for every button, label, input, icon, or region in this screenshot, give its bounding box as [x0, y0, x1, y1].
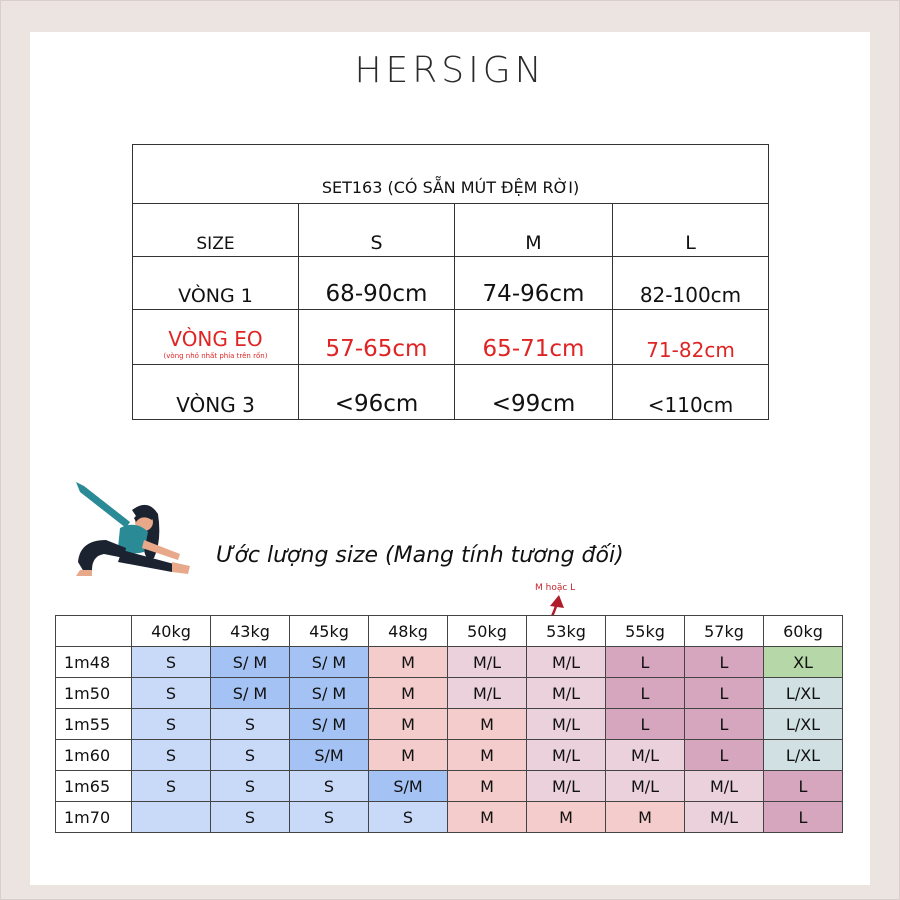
- yoga-figure-illustration: [70, 470, 200, 580]
- vong3-m: <99cm: [455, 365, 613, 420]
- size-table: [132, 144, 769, 420]
- size-cell: M/L: [527, 771, 606, 802]
- brand-logo: HERSIGN: [354, 50, 546, 91]
- height-label: 1m60: [56, 740, 132, 771]
- weight-header: 55kg: [606, 616, 685, 647]
- height-label: 1m70: [56, 802, 132, 833]
- size-cell: S: [369, 802, 448, 833]
- height-label: 1m48: [56, 647, 132, 678]
- size-cell: S: [132, 678, 211, 709]
- vongeo-label: VÒNG EO: [168, 327, 263, 351]
- estimate-title: Ước lượng size (Mang tính tương đối): [216, 543, 624, 568]
- table-row: [56, 771, 843, 802]
- vongeo-l: 71-82cm: [613, 310, 769, 365]
- vong3-l: <110cm: [613, 365, 769, 420]
- size-cell: S: [211, 740, 290, 771]
- size-cell: L/XL: [764, 740, 843, 771]
- weight-header: 40kg: [132, 616, 211, 647]
- size-cell: S/M: [369, 771, 448, 802]
- weight-header: 45kg: [290, 616, 369, 647]
- size-cell: L: [764, 802, 843, 833]
- size-cell: S/ M: [290, 678, 369, 709]
- size-cell: L: [606, 709, 685, 740]
- header-m: M: [455, 204, 613, 257]
- size-estimate-table: [55, 615, 843, 833]
- size-cell: XL: [764, 647, 843, 678]
- vongeo-s: 57-65cm: [299, 310, 455, 365]
- size-cell: M/L: [448, 647, 527, 678]
- size-cell: L: [606, 678, 685, 709]
- size-cell: M: [369, 709, 448, 740]
- size-cell: L: [685, 709, 764, 740]
- size-cell: M/L: [527, 647, 606, 678]
- table-row: [56, 678, 843, 709]
- weight-header: 43kg: [211, 616, 290, 647]
- size-cell: S/ M: [290, 647, 369, 678]
- size-cell: M: [448, 740, 527, 771]
- size-cell: M: [369, 678, 448, 709]
- size-cell: L: [764, 771, 843, 802]
- vong1-l: 82-100cm: [613, 257, 769, 310]
- size-cell: S: [211, 709, 290, 740]
- size-table-title: SET163 (CÓ SẴN MÚT ĐỆM RỜI): [133, 145, 769, 204]
- header-size: SIZE: [133, 204, 299, 257]
- size-cell: M/L: [685, 802, 764, 833]
- size-cell: S: [290, 802, 369, 833]
- weight-header: 53kg: [527, 616, 606, 647]
- size-cell: M/L: [606, 771, 685, 802]
- corner-cell: [56, 616, 132, 647]
- size-cell: M: [448, 802, 527, 833]
- size-cell: S: [132, 771, 211, 802]
- size-cell: M/L: [685, 771, 764, 802]
- vong1-m: 74-96cm: [455, 257, 613, 310]
- table-row: [56, 802, 843, 833]
- size-cell: M/L: [606, 740, 685, 771]
- header-s: S: [299, 204, 455, 257]
- size-cell: S/ M: [211, 647, 290, 678]
- weight-header: 57kg: [685, 616, 764, 647]
- row-label-vongeo: [133, 310, 299, 365]
- weight-header: 50kg: [448, 616, 527, 647]
- weight-header: 60kg: [764, 616, 843, 647]
- size-cell: S/M: [290, 740, 369, 771]
- size-cell: S: [132, 709, 211, 740]
- header-l: L: [613, 204, 769, 257]
- size-cell: S/ M: [290, 709, 369, 740]
- size-cell: S: [290, 771, 369, 802]
- size-cell: L: [685, 740, 764, 771]
- vong1-s: 68-90cm: [299, 257, 455, 310]
- vongeo-note: (vòng nhỏ nhất phía trên rốn): [163, 352, 268, 360]
- size-cell: L: [685, 647, 764, 678]
- table-row: [56, 709, 843, 740]
- size-cell: L/XL: [764, 709, 843, 740]
- row-label-vong3: VÒNG 3: [133, 365, 299, 420]
- size-cell: M/L: [527, 740, 606, 771]
- weight-header: 48kg: [369, 616, 448, 647]
- size-cell: M: [527, 802, 606, 833]
- size-cell: M/L: [527, 709, 606, 740]
- vong3-s: <96cm: [299, 365, 455, 420]
- size-cell: M/L: [527, 678, 606, 709]
- annotation-m-or-l: M hoặc L: [535, 583, 576, 593]
- size-cell: S: [211, 771, 290, 802]
- size-cell: S: [132, 740, 211, 771]
- size-cell: S/ M: [211, 678, 290, 709]
- row-label-vong1: VÒNG 1: [133, 257, 299, 310]
- size-cell: M: [606, 802, 685, 833]
- size-cell: L: [685, 678, 764, 709]
- height-label: 1m65: [56, 771, 132, 802]
- height-label: 1m50: [56, 678, 132, 709]
- size-cell: [132, 802, 211, 833]
- size-cell: M: [448, 709, 527, 740]
- size-cell: L/XL: [764, 678, 843, 709]
- size-cell: M: [448, 771, 527, 802]
- size-cell: M/L: [448, 678, 527, 709]
- size-cell: M: [369, 740, 448, 771]
- size-cell: S: [211, 802, 290, 833]
- table-row: [56, 740, 843, 771]
- height-label: 1m55: [56, 709, 132, 740]
- size-cell: M: [369, 647, 448, 678]
- size-cell: L: [606, 647, 685, 678]
- vongeo-m: 65-71cm: [455, 310, 613, 365]
- size-cell: S: [132, 647, 211, 678]
- table-row: [56, 647, 843, 678]
